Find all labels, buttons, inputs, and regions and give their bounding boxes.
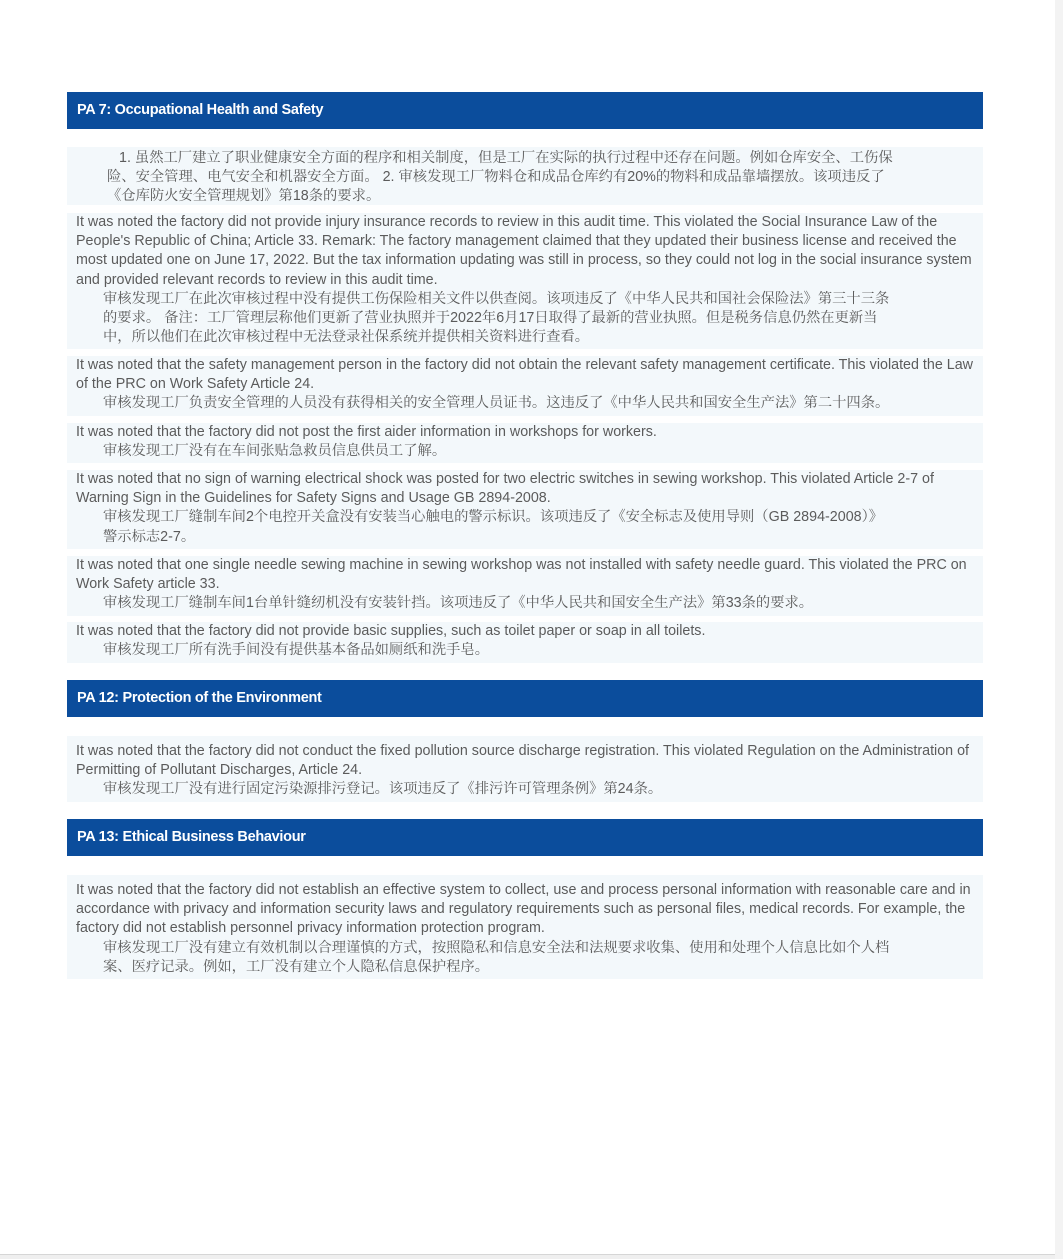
finding-zh: 的要求。 备注：工厂管理层称他们更新了营业执照并于2022年6月17日取得了最新的营业执照。但是税务信息仍然在更新当 — [103, 310, 878, 327]
finding-zh: 审核发现工厂没有在车间张贴急救员信息供员工了解。 — [103, 443, 447, 460]
finding-zh: 审核发现工厂所有洗手间没有提供基本备品如厕纸和洗手皂。 — [103, 642, 490, 659]
finding-zh: 审核发现工厂缝制车间1台单针缝纫机没有安装针挡。该项违反了《中华人民共和国安全生产法》第33条的要求。 — [103, 595, 814, 612]
finding-zh: 审核发现工厂负责安全管理的人员没有获得相关的安全管理人员证书。这违反了《中华人民共和国安全生产法》第二十四条。 — [103, 395, 890, 412]
finding-block — [67, 556, 983, 616]
finding-zh: 审核发现工厂缝制车间2个电控开关盒没有安装当心触电的警示标识。该项违反了《安全标志及使用导则（GB 2894-2008）》 — [103, 509, 884, 526]
finding-en: It was noted that the factory did not establish an effective system to collect, use and process personal information with reasonable care and in accordance with privacy and information security laws and regulatory requirements such as personal files, medical records. For example, the factory did not establish personnel privacy information protection program. — [76, 882, 971, 937]
finding-zh: 1. 虽然工厂建立了职业健康安全方面的程序和相关制度，但是工厂在实际的执行过程中还存在问题。例如仓库安全、工伤保 — [119, 150, 893, 166]
finding-zh: 审核发现工厂在此次审核过程中没有提供工伤保险相关文件以供查阅。该项违反了《中华人民共和国社会保险法》第三十三条 — [103, 290, 890, 307]
finding-en: It was noted that the factory did not conduct the fixed pollution source discharge registration. This violated Regulation on the Administration of Permitting of Pollutant Discharges, Article 24. — [76, 743, 970, 779]
finding-en: It was noted that the factory did not post the first aider information in workshops for workers. — [76, 424, 657, 440]
finding-block — [67, 470, 983, 549]
finding-zh: 险、安全管理、电气安全和机器安全方面。 2. 审核发现工厂物料仓和成品仓库约有20%的物料和成品靠墙摆放。该项违反了 — [107, 169, 885, 186]
section-header-pa7: PA 7: Occupational Health and Safety — [67, 92, 983, 129]
finding-block — [67, 213, 983, 349]
finding-en: It was noted that the factory did not provide basic supplies, such as toilet paper or soap in all toilets. — [76, 623, 706, 639]
finding-block — [67, 622, 983, 663]
finding-block — [67, 147, 983, 205]
finding-block — [67, 875, 983, 979]
finding-zh: 警示标志2-7。 — [103, 528, 196, 545]
finding-zh: 《仓库防火安全管理规划》第18条的要求。 — [107, 188, 381, 205]
vertical-scrollbar[interactable] — [1055, 0, 1063, 1259]
finding-block — [67, 356, 983, 416]
finding-en: It was noted that one single needle sewing machine in sewing workshop was not installed with safety needle guard. This violated the PRC on Work Safety article 33. — [76, 557, 967, 593]
section-header-pa13: PA 13: Ethical Business Behaviour — [67, 819, 983, 856]
section-header-pa12: PA 12: Protection of the Environment — [67, 680, 983, 717]
finding-zh: 审核发现工厂没有建立有效机制以合理谨慎的方式，按照隐私和信息安全法和法规要求收集、使用和处理个人信息比如个人档 — [103, 939, 890, 956]
finding-en: It was noted that no sign of warning electrical shock was posted for two electric switches in sewing workshop. This violated Article 2-7 of Warning Sign in the Guidelines for Safety Signs and Usage GB 2894-2008. — [76, 471, 934, 507]
finding-zh: 审核发现工厂没有进行固定污染源排污登记。该项违反了《排污许可管理条例》第24条。 — [103, 781, 663, 798]
finding-zh: 案、医疗记录。例如，工厂没有建立个人隐私信息保护程序。 — [103, 958, 490, 975]
finding-zh: 中，所以他们在此次审核过程中无法登录社保系统并提供相关资料进行查看。 — [103, 329, 590, 346]
finding-block — [67, 736, 983, 802]
finding-block — [67, 423, 983, 463]
finding-en: It was noted the factory did not provide injury insurance records to review in this audit time. This violated the Social Insurance Law of the People's Republic of China; Article 33. Remark: The factory management claimed that they updated their business license and received the most updated one on June 17, 2022. But the tax information updating was still in process, so they could not log in the social insurance system and provided relevant records to review in this audit time. — [76, 214, 972, 288]
finding-en: It was noted that the safety management person in the factory did not obtain the relevant safety management certificate. This violated the Law of the PRC on Work Safety Article 24. — [76, 357, 973, 393]
